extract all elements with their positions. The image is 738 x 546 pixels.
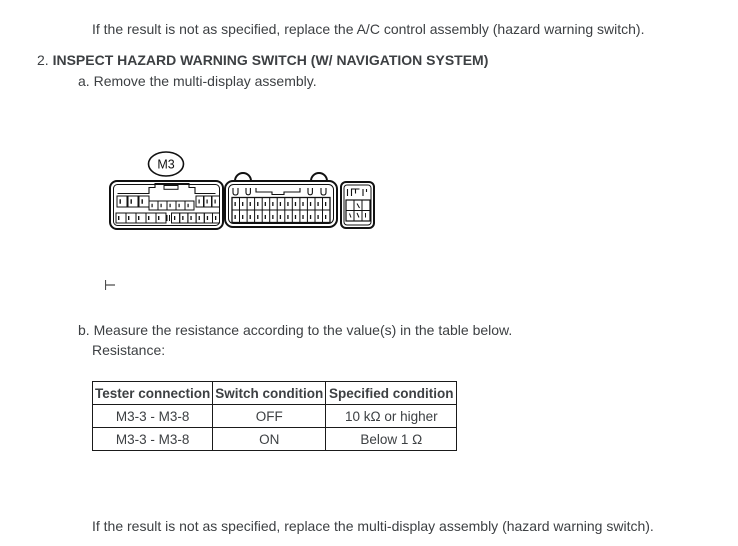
middle-connector-housing xyxy=(225,173,337,227)
connector-pinout-diagram xyxy=(105,147,380,237)
substep-b-label: b. xyxy=(78,322,90,338)
col-header-tester-connection: Tester connection xyxy=(93,382,213,405)
substep-a-text: Remove the multi-display assembly. xyxy=(93,73,317,89)
col-header-specified-condition: Specified condition xyxy=(326,382,457,405)
intro-note: If the result is not as specified, replace the A/C control assembly (hazard warning switch). xyxy=(92,21,645,37)
right-connector-housing xyxy=(341,182,374,228)
resistance-table xyxy=(92,381,457,451)
cell-switch-condition: ON xyxy=(213,428,326,451)
tack-mark: ⊢ xyxy=(104,277,117,293)
cell-specified-condition: 10 kΩ or higher xyxy=(326,405,457,428)
col-header-switch-condition: Switch condition xyxy=(213,382,326,405)
table-row xyxy=(93,428,457,451)
table-row xyxy=(93,405,457,428)
step-title: INSPECT HAZARD WARNING SWITCH (W/ NAVIGATION SYSTEM) xyxy=(52,52,489,68)
cell-specified-condition: Below 1 Ω xyxy=(326,428,457,451)
substep-a xyxy=(78,73,317,90)
cell-tester-connection: M3-3 - M3-8 xyxy=(93,428,213,451)
closing-note: If the result is not as specified, replace the multi-display assembly (hazard warning switch). xyxy=(92,518,654,534)
table-header-row xyxy=(93,382,457,405)
substep-b-text: Measure the resistance according to the value(s) in the table below. xyxy=(93,322,513,338)
cell-switch-condition: OFF xyxy=(213,405,326,428)
substep-b xyxy=(78,322,512,339)
step-number: 2. xyxy=(37,52,49,68)
left-connector-housing xyxy=(110,181,223,229)
m3-connector-label: M3 xyxy=(157,157,175,172)
step-heading xyxy=(37,52,488,69)
cell-tester-connection: M3-3 - M3-8 xyxy=(93,405,213,428)
resistance-heading: Resistance: xyxy=(92,342,166,358)
m3-connector-callout xyxy=(149,152,184,176)
substep-a-label: a. xyxy=(78,73,90,89)
